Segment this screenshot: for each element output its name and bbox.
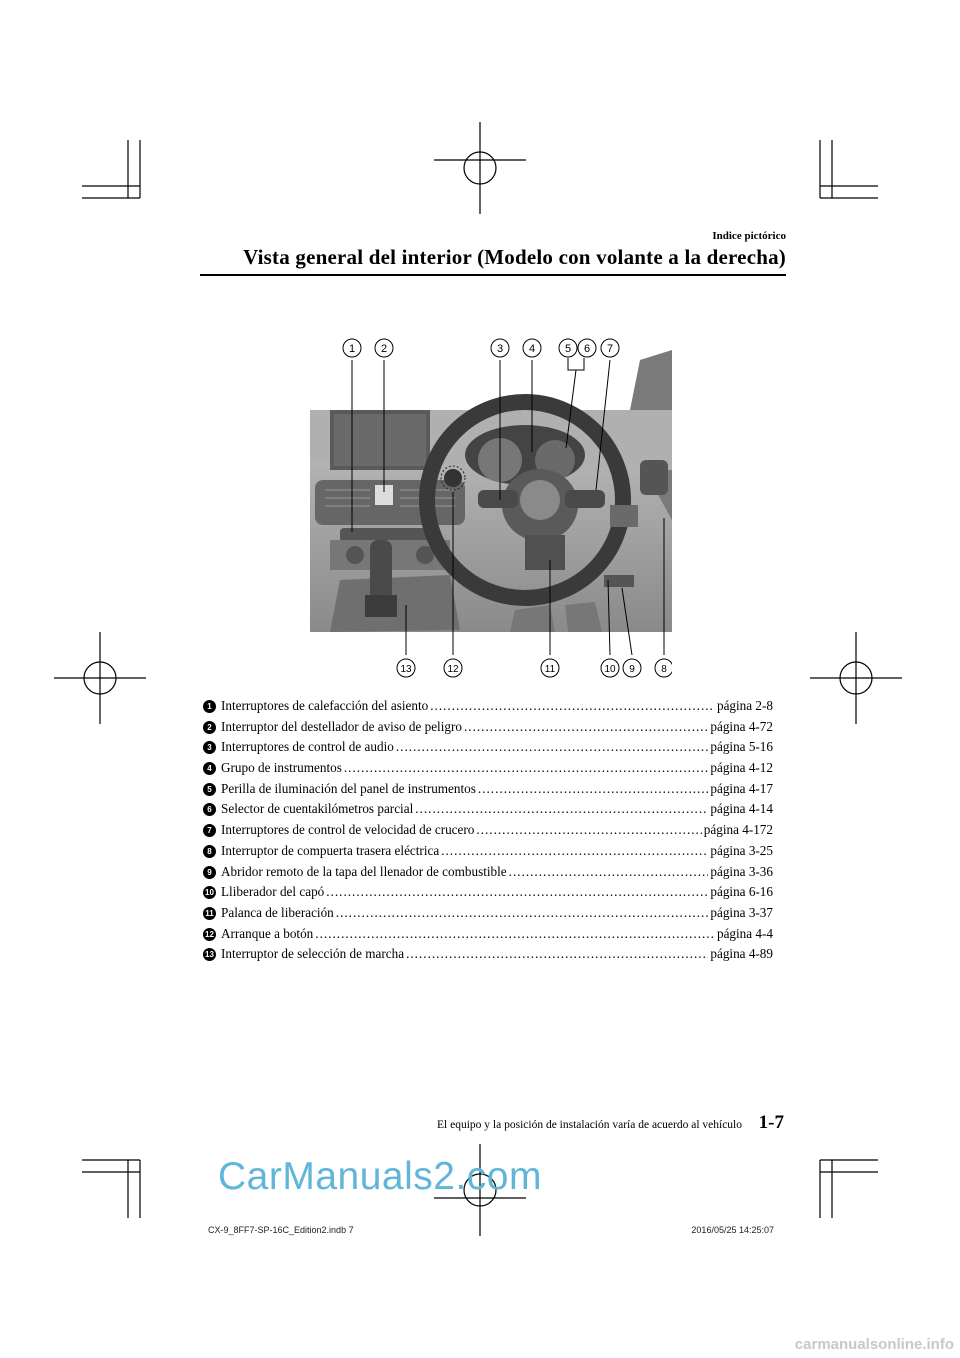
item-number-badge: 10 (203, 886, 216, 899)
item-number-badge: 3 (203, 741, 216, 754)
item-page-ref[interactable]: página 6-16 (710, 884, 773, 900)
item-number-badge: 13 (203, 948, 216, 961)
interior-diagram (310, 330, 672, 682)
leader-dots (336, 903, 709, 924)
callout-1 (343, 339, 361, 357)
leader-dots (509, 862, 709, 883)
item-page-ref[interactable]: página 2-8 (716, 698, 773, 713)
interior-illustration (310, 330, 672, 682)
list-item (203, 717, 773, 738)
item-page-ref[interactable]: página 4-4 (716, 925, 773, 941)
callout-11 (541, 659, 559, 677)
list-item (203, 758, 773, 779)
footer-note: El equipo y la posición de instalación varía de acuerdo al vehículo (437, 1119, 742, 1131)
item-label: Interruptores de control de velocidad de crucero (221, 822, 475, 838)
callout-4 (523, 339, 541, 357)
item-number-badge: 2 (203, 721, 216, 734)
callout-13 (397, 659, 415, 677)
item-page-ref[interactable]: página 4-89 (710, 946, 773, 962)
leader-dots (478, 779, 708, 800)
item-page-ref[interactable]: página 3-36 (710, 863, 773, 879)
list-item (203, 737, 773, 758)
callout-3 (491, 339, 509, 357)
item-label: Selector de cuentakilómetros parcial (221, 801, 414, 817)
list-item (203, 882, 773, 903)
watermark-logo: CarManuals2.com (218, 1155, 542, 1198)
item-label: Arranque a botón (221, 925, 314, 941)
item-number-badge: 11 (203, 907, 216, 920)
leader-dots (476, 820, 701, 841)
leader-dots (406, 944, 708, 965)
leader-dots (430, 696, 715, 717)
item-page-ref[interactable]: página 4-72 (710, 718, 773, 734)
list-item (203, 799, 773, 820)
print-file-info: CX-9_8FF7-SP-16C_Edition2.indb 7 (208, 1225, 354, 1235)
callout-2 (375, 339, 393, 357)
item-number-badge: 7 (203, 824, 216, 837)
leader-dots (315, 924, 715, 945)
list-item (203, 924, 773, 945)
leader-dots (344, 758, 709, 779)
svg-text:4: 4 (528, 343, 536, 355)
item-label: Grupo de instrumentos (221, 760, 342, 776)
item-label: Interruptor de selección de marcha (221, 946, 405, 962)
leader-dots (415, 799, 708, 820)
callout-5 (559, 339, 577, 357)
item-label: Lliberador del capó (221, 884, 325, 900)
item-number-badge: 6 (203, 803, 216, 816)
item-page-ref[interactable]: página 3-25 (710, 842, 773, 858)
title-divider (200, 274, 786, 276)
leader-dots (464, 717, 708, 738)
page-number: 1-7 (758, 1112, 784, 1133)
svg-text:5: 5 (564, 343, 572, 355)
list-item (203, 841, 773, 862)
item-label: Interruptores de calefacción del asiento (221, 698, 429, 713)
list-item (203, 820, 773, 841)
section-label: Indice pictórico (712, 230, 786, 242)
item-page-ref[interactable]: página 4-17 (710, 780, 773, 796)
list-item (203, 779, 773, 800)
item-number-badge: 8 (203, 845, 216, 858)
item-label: Interruptor de compuerta trasera eléctrica (221, 842, 440, 858)
item-page-ref[interactable]: página 5-16 (710, 739, 773, 755)
item-page-ref[interactable]: página 3-37 (710, 904, 773, 920)
callout-8 (655, 659, 672, 677)
callout-7 (601, 339, 619, 357)
svg-text:7: 7 (606, 343, 614, 355)
item-label: Interruptores de control de audio (221, 739, 394, 755)
item-number-badge: 1 (203, 700, 216, 713)
leader-dots (326, 882, 708, 903)
item-page-ref[interactable]: página 4-14 (710, 801, 773, 817)
callout-9 (623, 659, 641, 677)
svg-text:8: 8 (661, 664, 667, 675)
svg-text:6: 6 (583, 343, 591, 355)
item-number-badge: 4 (203, 762, 216, 775)
item-page-ref[interactable]: página 4-12 (710, 760, 773, 776)
item-number-badge: 9 (203, 866, 216, 879)
item-page-ref[interactable]: página 4-172 (703, 822, 773, 838)
callout-10 (601, 659, 619, 677)
item-label: Perilla de iluminación del panel de instrumentos (221, 780, 476, 796)
item-label: Palanca de liberación (221, 904, 334, 920)
item-number-badge: 12 (203, 928, 216, 941)
svg-text:3: 3 (496, 343, 504, 355)
page-title: Vista general del interior (Modelo con volante a la derecha) (243, 245, 786, 269)
svg-text:12: 12 (447, 664, 459, 675)
callout-12 (444, 659, 462, 677)
item-label: Interruptor del destellador de aviso de peligro (221, 718, 462, 734)
list-item (203, 944, 773, 965)
svg-text:2: 2 (380, 343, 388, 355)
svg-text:11: 11 (544, 664, 556, 675)
watermark-site: carmanualsonline.info (794, 1336, 954, 1353)
item-number-badge: 5 (203, 783, 216, 796)
callout-6 (578, 339, 596, 357)
leader-dots (396, 737, 709, 758)
list-item (203, 862, 773, 883)
list-item (203, 696, 773, 717)
component-list (203, 696, 773, 965)
leader-dots (441, 841, 708, 862)
item-label: Abridor remoto de la tapa del llenador de combustible (221, 863, 507, 879)
svg-text:1: 1 (348, 343, 356, 355)
print-date: 2016/05/25 14:25:07 (691, 1225, 774, 1235)
svg-text:13: 13 (400, 664, 412, 675)
list-item (203, 903, 773, 924)
svg-text:10: 10 (604, 664, 616, 675)
svg-text:9: 9 (629, 664, 635, 675)
